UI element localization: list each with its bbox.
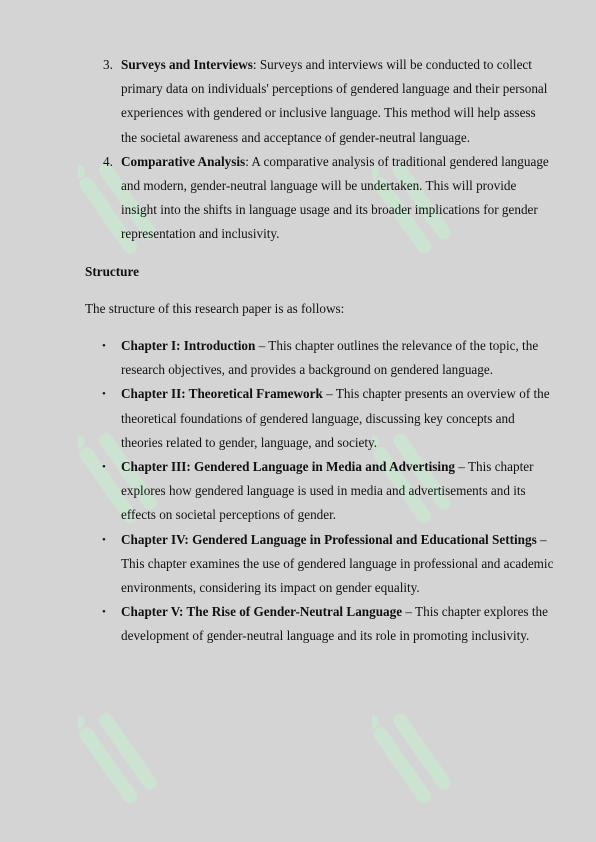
list-item xyxy=(85,382,555,455)
list-item-term: Comparative Analysis xyxy=(121,153,246,169)
list-item xyxy=(85,455,555,528)
list-item xyxy=(85,334,555,382)
document-body xyxy=(85,53,555,649)
chapter-title: Chapter I: Introduction xyxy=(121,338,256,354)
list-number: 4. xyxy=(103,153,113,169)
list-item xyxy=(85,150,555,247)
list-item xyxy=(85,53,555,150)
bullet-icon: • xyxy=(102,388,106,401)
chapter-description: – This chapter outlines the relevance of the topic, the research objectives, and provides a background on gendered language. xyxy=(121,338,539,378)
chapter-list xyxy=(85,334,555,649)
chapter-description: – This chapter examines the use of gendered language in professional and academic environments, considering its impact on gender equality. xyxy=(121,531,554,596)
bullet-icon: • xyxy=(102,533,106,546)
chapter-title: Chapter III: Gendered Language in Media and Advertising xyxy=(121,459,456,475)
methodology-list xyxy=(85,53,555,247)
chapter-description: – This chapter presents an overview of the theoretical foundations of gendered language, discussing key concepts and theories related to gender, language, and society. xyxy=(121,386,550,450)
list-item xyxy=(85,600,555,648)
bullet-icon: • xyxy=(102,461,106,474)
chapter-description: – This chapter explores how gendered language is used in media and advertisements and its effects on societal perceptions of gender. xyxy=(121,459,534,523)
chapter-description: – This chapter explores the development of gender-neutral language and its role in promoting inclusivity. xyxy=(121,604,548,644)
watermark-logo-icon xyxy=(372,690,462,820)
list-item-text: : A comparative analysis of traditional gendered language and modern, gender-neutral language will be undertaken. This will provide insight into the shifts in language usage and its broader implications for gender representation and inclusivity. xyxy=(121,153,549,242)
section-intro: The structure of this research paper is as follows: xyxy=(85,300,345,316)
bullet-icon: • xyxy=(102,340,106,353)
list-item-text: : Surveys and interviews will be conducted to collect primary data on individuals' perceptions of gendered language and their personal experiences with gendered or inclusive language. This method will help assess the societal awareness and acceptance of gender-neutral language. xyxy=(121,57,548,145)
chapter-title: Chapter V: The Rise of Gender-Neutral Language xyxy=(121,604,403,620)
chapter-title: Chapter IV: Gendered Language in Professional and Educational Settings xyxy=(121,531,537,547)
section-heading: Structure xyxy=(85,263,139,279)
bullet-icon: • xyxy=(102,606,106,619)
list-number: 3. xyxy=(103,57,113,72)
list-item-term: Surveys and Interviews xyxy=(121,57,253,72)
chapter-title: Chapter II: Theoretical Framework xyxy=(121,386,323,402)
watermark-logo-icon xyxy=(78,690,168,820)
list-item xyxy=(85,528,555,601)
